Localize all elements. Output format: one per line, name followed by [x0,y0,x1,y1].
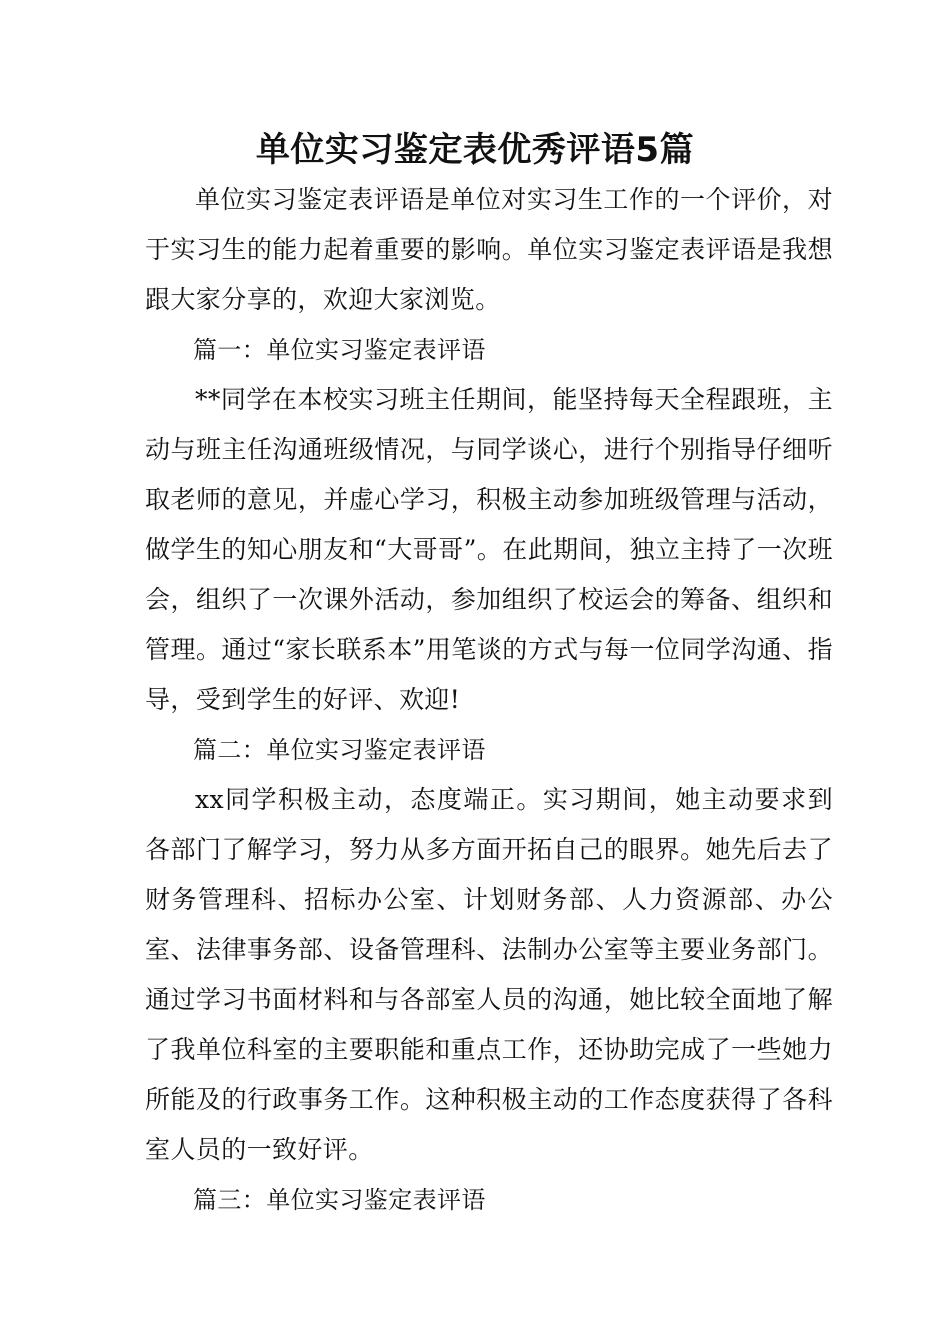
section-heading-3: 篇三：单位实习鉴定表评语 [193,1186,486,1214]
section-heading-2: 篇二：单位实习鉴定表评语 [193,736,486,764]
section-paragraph-1: **同学在本校实习班主任期间，能坚持每天全程跟班，主动与班主任沟通班级情况，与同学谈心，进行个别指导仔细听取老师的意见，并虚心学习，积极主动参加班级管理与活动，做学生的知心朋友和“大哥哥”。在此期间，独立主持了一次班会，组织了一次课外活动，参加组织了校运会的筹备、组织和管理。通过“家长联系本”用笔谈的方式与每一位同学沟通、指导，受到学生的好评、欢迎! [145,385,833,714]
section-heading-1: 篇一：单位实习鉴定表评语 [193,336,486,364]
section-paragraph-2: xx同学积极主动，态度端正。实习期间，她主动要求到各部门了解学习，努力从多方面开拓自己的眼界。她先后去了财务管理科、招标办公室、计划财务部、人力资源部、办公室、法律事务部、设备管理科、法制办公室等主要业务部门。通过学习书面材料和与各部室人员的沟通，她比较全面地了解了我单位科室的主要职能和重点工作，还协助完成了一些她力所能及的行政事务工作。这种积极主动的工作态度获得了各科室人员的一致好评。 [145,785,833,1164]
document-title: 单位实习鉴定表优秀评语5篇 [255,130,695,170]
document-body [145,175,833,1225]
intro-paragraph: 单位实习鉴定表评语是单位对实习生工作的一个评价，对于实习生的能力起着重要的影响。单位实习鉴定表评语是我想跟大家分享的，欢迎大家浏览。 [145,185,833,314]
